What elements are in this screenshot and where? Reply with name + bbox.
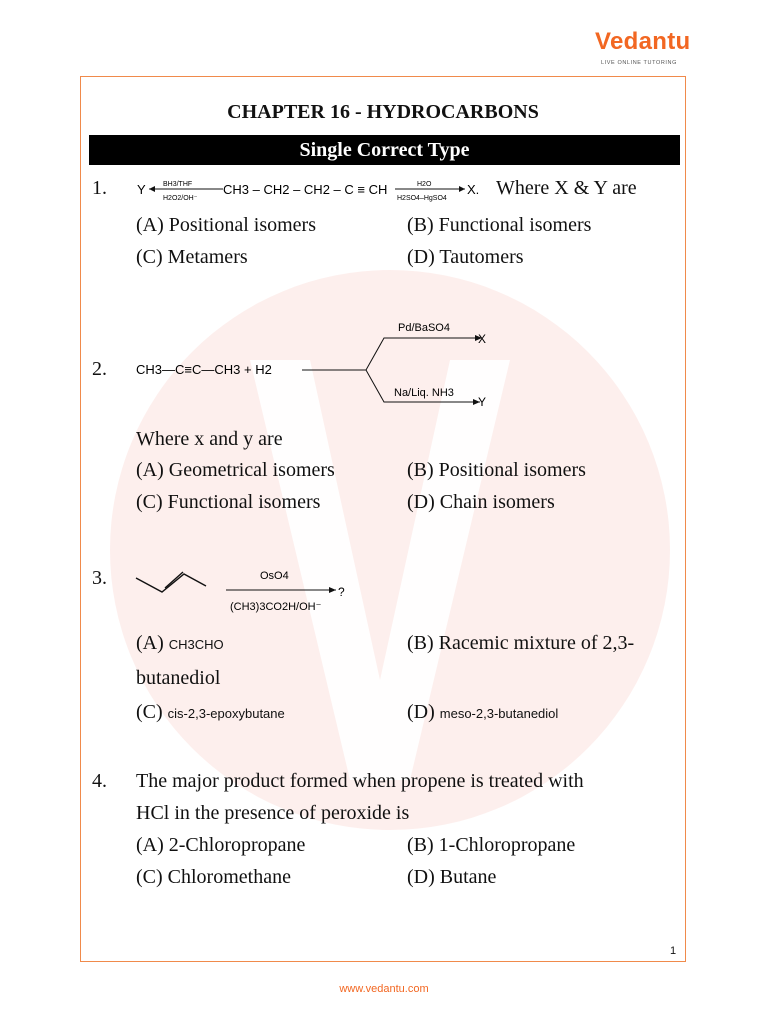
q1-left-product: Y [137,182,146,197]
q4-option-a[interactable]: (A) 2-Chloropropane [136,834,306,856]
q2-lower-reagent: Na/Liq. NH3 [394,387,454,399]
section-header: Single Correct Type [89,135,680,165]
q1-option-a[interactable]: (A) Positional isomers [136,214,316,236]
question-4-number: 4. [92,770,107,792]
q1-option-b[interactable]: (B) Functional isomers [407,214,592,236]
q3-option-d[interactable]: (D) meso-2,3-butanediol [407,701,559,723]
question-2-number: 2. [92,358,107,380]
q1-left-reagent-top: BH3/THF [163,181,193,188]
q3-reagent-bottom: (CH3)3CO2H/OH⁻ [230,601,322,613]
but-2-ene-structure [136,572,206,592]
q2-option-c[interactable]: (C) Functional isomers [136,491,321,513]
q3-reagent-top: OsO4 [260,570,289,582]
q4-option-c[interactable]: (C) Chloromethane [136,866,291,888]
question-2-stem: Where x and y are [136,428,283,450]
q2-upper-product: X [478,332,487,346]
question-2-reaction [134,316,514,416]
question-4-stem-line2: HCl in the presence of peroxide is [136,802,410,824]
question-1-stem: Where X & Y are [496,177,637,199]
q3-option-b[interactable]: (B) Racemic mixture of 2,3- [407,632,635,654]
q4-option-d[interactable]: (D) Butane [407,866,497,888]
q3-option-b-continued: butanediol [136,667,221,689]
q3-product: ? [338,585,345,599]
q1-option-c[interactable]: (C) Metamers [136,246,248,268]
q2-option-a[interactable]: (A) Geometrical isomers [136,459,335,481]
q1-left-reagent-bottom: H2O2/OH⁻ [163,195,198,202]
q3-option-c[interactable]: (C) cis-2,3-epoxybutane [136,701,285,723]
chapter-title: CHAPTER 16 - HYDROCARBONS [227,101,539,123]
question-1-reaction [135,176,495,206]
q4-option-b[interactable]: (B) 1-Chloropropane [407,834,576,856]
q1-option-d[interactable]: (D) Tautomers [407,246,524,268]
page-number: 1 [670,945,677,957]
question-4-stem-line1: The major product formed when propene is treated with [136,770,584,792]
q2-option-d[interactable]: (D) Chain isomers [407,491,555,513]
q1-right-product: X. [467,182,480,197]
question-3-reaction [132,560,362,620]
page-frame [80,76,686,962]
question-1-number: 1. [92,177,107,199]
q1-right-reagent-top: H2O [417,181,432,188]
q2-lower-product: Y [478,395,487,409]
q3-option-a[interactable]: (A) CH3CHO [136,632,224,654]
q2-reactant: CH3—C≡C—CH3 + H2 [136,362,272,377]
vedantu-logo: Vedantu LIVE ONLINE TUTORING [595,28,691,66]
footer-url[interactable]: www.vedantu.com [339,983,429,995]
question-3-number: 3. [92,567,107,589]
q1-substrate: CH3 – CH2 – CH2 – C ≡ CH [223,182,388,197]
q2-upper-reagent: Pd/BaSO4 [398,322,450,334]
q1-right-reagent-bottom: H2SO4–HgSO4 [397,195,447,202]
q2-option-b[interactable]: (B) Positional isomers [407,459,586,481]
